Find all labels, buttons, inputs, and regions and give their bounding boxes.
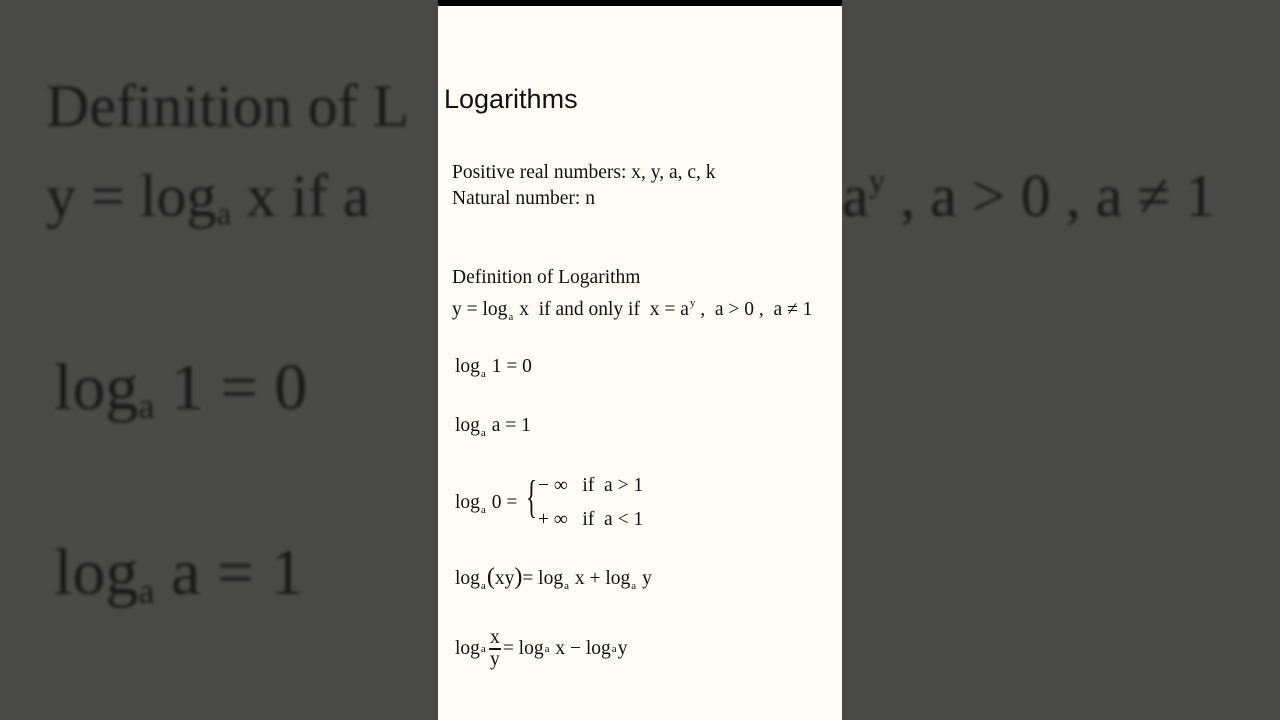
definition-formula: $y = \log_a x$ if and only if $x = a^y$ , a > 0 , a ≠ 1	[452, 297, 813, 323]
formula-log-one: $\log_a 1 = 0$	[455, 356, 532, 380]
formula-log-zero-case-1: − ∞ if a > 1	[538, 475, 644, 496]
bg-definition-right: $a^y$ , a > 0 , a ≠ 1	[842, 163, 1216, 229]
formula-log-base: $\log_a a = 1$	[455, 415, 531, 439]
formula-log-zero: $\log_a 0$ =	[455, 492, 518, 516]
variables-line-2: Natural number: n	[452, 188, 595, 209]
bg-definition-line: $y = \log_a x$ if a	[46, 163, 370, 233]
bg-formula-1: $\log_a 1 = 0$	[54, 351, 308, 427]
formula-product-rule: $\log_a(xy)= \log_a x + \log_a y$	[455, 564, 652, 592]
formula-quotient-rule: log a $\frac{x}{y}$ = log a x − log a y	[455, 627, 628, 670]
document-page	[438, 6, 842, 720]
variables-line-1: Positive real numbers: x, y, a, c, k	[452, 162, 716, 183]
bg-formula-2: $\log_a a = 1$	[54, 536, 304, 612]
page-title: Logarithms	[444, 84, 578, 114]
formula-log-zero-brace: {	[526, 471, 538, 522]
definition-heading: Definition of Logarithm	[452, 267, 641, 288]
fraction-x-over-y: $\frac{x}{y}$	[489, 627, 500, 670]
formula-log-zero-case-2: + ∞ if a < 1	[538, 509, 644, 530]
bg-heading: Definition of L	[46, 73, 410, 139]
